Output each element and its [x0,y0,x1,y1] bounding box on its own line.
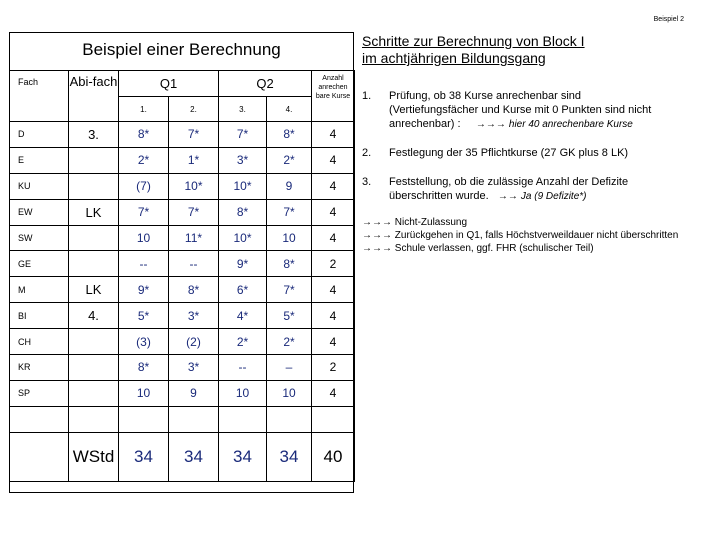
table-row [10,380,355,406]
count-cell: 4 [312,329,355,355]
points-cell: 10 [219,380,267,406]
subject-cell: BI [10,303,69,329]
points-cell: 10 [119,380,169,406]
subject-cell: M [10,277,69,303]
points-cell: -- [119,251,169,277]
empty-cell [312,406,355,432]
count-cell: 4 [312,277,355,303]
table-row [10,122,355,148]
count-cell: 4 [312,122,355,148]
abifach-cell: 4. [69,303,119,329]
points-cell: (2) [169,329,219,355]
points-cell: 2* [267,329,312,355]
table-title: Beispiel einer Berechnung [82,40,281,59]
step-1 [362,89,712,133]
points-cell: 10 [267,225,312,251]
abifach-cell [69,173,119,199]
points-cell: 10* [169,173,219,199]
header-fach: Fach [10,71,69,122]
totals-row [10,432,355,481]
step-3-number: 3. [362,176,372,188]
points-cell: (3) [119,329,169,355]
abifach-cell: 3. [69,122,119,148]
header-q2: Q2 [219,71,312,97]
step-2 [362,146,712,162]
table-row [10,329,355,355]
points-cell: -- [219,355,267,381]
subject-cell: KU [10,173,69,199]
points-cell: 10 [267,380,312,406]
arrow-icon: →→ [497,191,518,202]
step-3-line2: überschritten wurde. [389,190,489,202]
abifach-cell [69,225,119,251]
count-cell: 4 [312,199,355,225]
count-cell: 4 [312,147,355,173]
count-cell: 4 [312,380,355,406]
points-cell: 8* [119,122,169,148]
table-row [10,225,355,251]
subject-cell: E [10,147,69,173]
table-row [10,251,355,277]
points-cell: (7) [119,173,169,199]
header-anzahl: Anzahl anrechen bare Kurse [312,71,355,122]
consequence-3: →→→ Schule verlassen, ggf. FHR (schulischer Teil) [362,243,594,254]
step-1-line3: anrechenbar) : [389,118,461,130]
abifach-cell: LK [69,199,119,225]
table-row [10,277,355,303]
points-cell: 10* [219,173,267,199]
totals-label: WStd [69,432,119,481]
abifach-cell: LK [69,277,119,303]
points-cell: 2* [219,329,267,355]
points-cell: 10* [219,225,267,251]
points-cell: 9* [219,251,267,277]
step-2-text: Festlegung der 35 Pflichtkurse (27 GK plus 8 LK) [389,147,629,159]
points-cell: 2* [119,147,169,173]
table-row [10,355,355,381]
header-q1: Q1 [119,71,219,97]
count-cell: 4 [312,225,355,251]
abifach-cell [69,329,119,355]
count-cell: 2 [312,355,355,381]
abifach-cell [69,355,119,381]
points-cell: -- [169,251,219,277]
subject-cell: CH [10,329,69,355]
step-1-result: hier 40 anrechenbare Kurse [508,119,633,130]
step-1-number: 1. [362,90,372,102]
step-2-number: 2. [362,147,372,159]
points-cell: 7* [267,199,312,225]
totals-cell: 34 [169,432,219,481]
points-cell: 7* [169,199,219,225]
empty-cell [267,406,312,432]
step-3 [362,175,712,207]
totals-cell: 34 [267,432,312,481]
points-cell: 7* [267,277,312,303]
points-cell: 9* [119,277,169,303]
empty-cell [219,406,267,432]
points-cell: 11* [169,225,219,251]
header-semester-2: 2. [169,97,219,122]
step-1-line1: Prüfung, ob 38 Kurse anrechenbar sind [389,90,582,102]
abifach-cell [69,251,119,277]
points-cell: 5* [267,303,312,329]
points-cell: 7* [169,122,219,148]
points-cell: 9 [267,173,312,199]
table-row [10,199,355,225]
step-1-line2: (Vertiefungsfächer und Kurse mit 0 Punkten sind nicht [389,104,652,116]
subject-cell: D [10,122,69,148]
points-cell: 4* [219,303,267,329]
empty-cell [69,406,119,432]
subject-cell: GE [10,251,69,277]
points-cell: 8* [169,277,219,303]
points-cell: 9 [169,380,219,406]
points-cell: 5* [119,303,169,329]
arrow-icon: →→→ [362,243,392,254]
totals-cell: 34 [219,432,267,481]
steps-title [362,33,585,67]
step-3-line1: Feststellung, ob die zulässige Anzahl der Defizite [389,176,629,188]
step-3-result: Ja (9 Defizite*) [520,191,587,202]
empty-cell [169,406,219,432]
steps-title-line1: Schritte zur Berechnung von Block I [362,33,585,49]
header-semester-1: 1. [119,97,169,122]
page-label: Beispiel 2 [653,16,684,23]
subject-cell: KR [10,355,69,381]
points-cell: 1* [169,147,219,173]
points-cell: 2* [267,147,312,173]
count-cell: 2 [312,251,355,277]
spacer-row [10,406,355,432]
points-cell: – [267,355,312,381]
count-cell: 4 [312,303,355,329]
totals-count: 40 [312,432,355,481]
points-cell: 8* [267,122,312,148]
subject-cell: SP [10,380,69,406]
count-cell: 4 [312,173,355,199]
header-abifach: Abi-fach [69,71,119,122]
arrow-icon: →→→ [362,230,392,241]
points-cell: 3* [219,147,267,173]
table-row [10,303,355,329]
empty-cell [119,406,169,432]
points-cell: 3* [169,303,219,329]
points-cell: 8* [119,355,169,381]
header-semester-3: 3. [219,97,267,122]
points-cell: 7* [219,122,267,148]
points-cell: 7* [119,199,169,225]
subject-cell: EW [10,199,69,225]
points-cell: 10 [119,225,169,251]
empty-cell [10,432,69,481]
arrow-icon: →→→ [362,217,392,228]
points-cell: 3* [169,355,219,381]
table-row [10,173,355,199]
steps-title-line2: im achtjährigen Bildungsgang [362,50,546,66]
abifach-cell [69,380,119,406]
consequence-2: →→→ Zurückgehen in Q1, falls Höchstverweildauer nicht überschritten [362,230,679,241]
abifach-cell [69,147,119,173]
points-cell: 8* [267,251,312,277]
totals-cell: 34 [119,432,169,481]
table-row [10,147,355,173]
points-cell: 6* [219,277,267,303]
header-semester-4: 4. [267,97,312,122]
subject-cell: SW [10,225,69,251]
consequence-1: →→→ Nicht-Zulassung [362,217,468,228]
arrow-icon: →→→ [475,119,506,130]
points-cell: 8* [219,199,267,225]
empty-cell [10,406,69,432]
calculation-table [9,70,355,482]
